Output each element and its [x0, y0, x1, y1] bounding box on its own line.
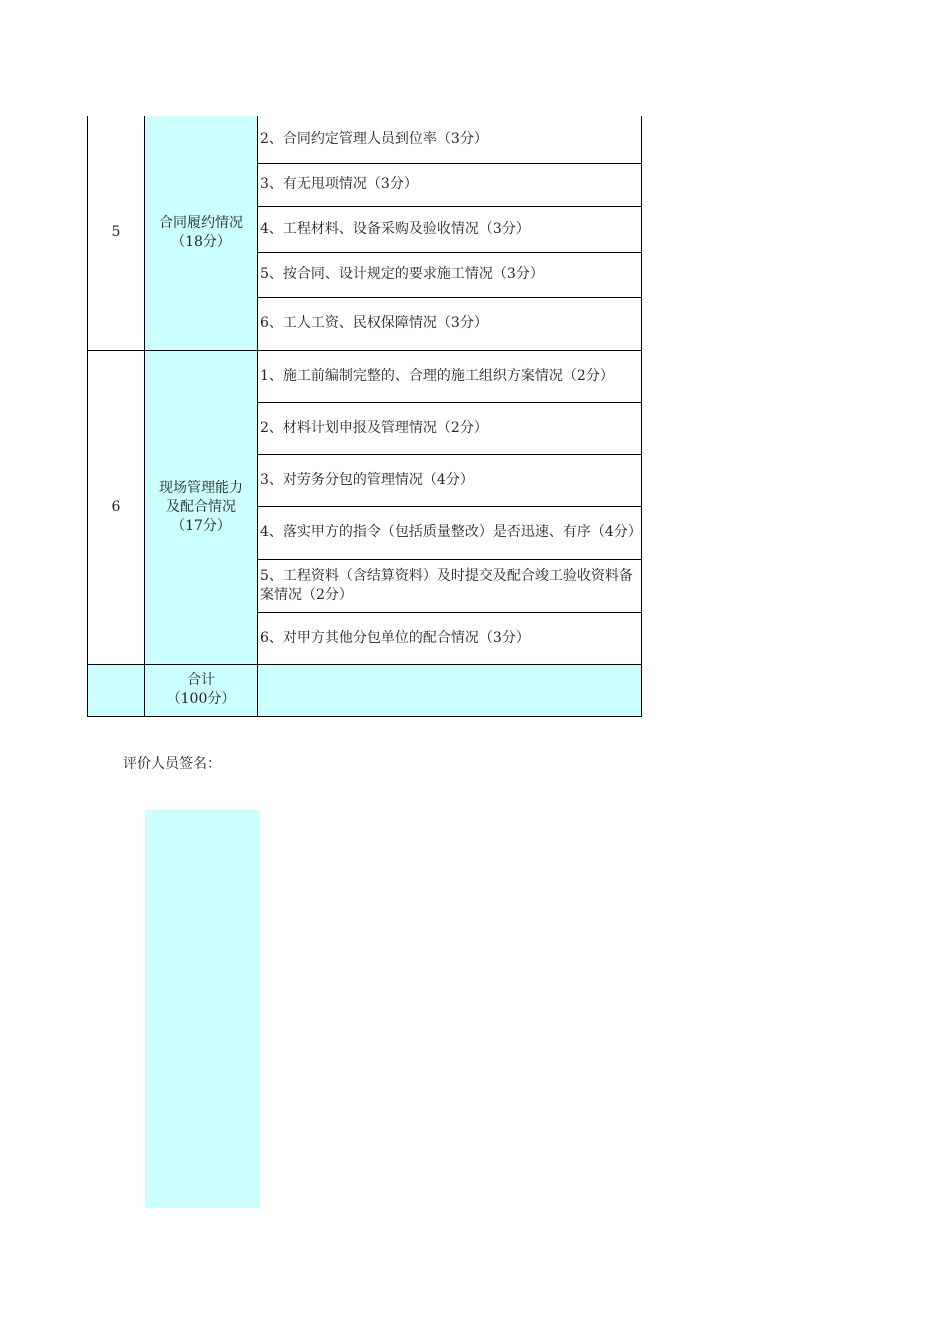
row-number-5: 5 — [88, 116, 145, 350]
criterion-item: 3、对劳务分包的管理情况（4分） — [258, 454, 642, 506]
criterion-item: 4、工程材料、设备采购及验收情况（3分） — [258, 206, 642, 252]
total-number-cell — [88, 664, 145, 716]
criterion-item: 6、对甲方其他分包单位的配合情况（3分） — [258, 612, 642, 664]
criterion-item: 4、落实甲方的指令（包括质量整改）是否迅速、有序（4分） — [258, 506, 642, 559]
category-contract-performance — [145, 116, 258, 350]
criterion-item: 1、施工前编制完整的、合理的施工组织方案情况（2分） — [258, 350, 642, 402]
total-label: 合计 — [187, 672, 215, 688]
category-label: 现场管理能力 — [159, 479, 243, 496]
signature-label: 评价人员签名： — [123, 756, 221, 772]
criterion-item: 2、合同约定管理人员到位率（3分） — [258, 116, 642, 163]
highlighted-column-block — [145, 810, 260, 1208]
category-score: （18分） — [171, 233, 231, 250]
total-row — [88, 664, 642, 716]
total-value-cell[interactable] — [258, 664, 642, 716]
criterion-item: 2、材料计划申报及管理情况（2分） — [258, 402, 642, 454]
category-label-continued: 及配合情况 — [166, 498, 236, 515]
category-label: 合同履约情况 — [159, 214, 243, 231]
criterion-item: 6、工人工资、民权保障情况（3分） — [258, 297, 642, 350]
evaluation-table — [87, 116, 642, 717]
criterion-item: 3、有无甩项情况（3分） — [258, 163, 642, 206]
row-number-6: 6 — [88, 350, 145, 664]
category-score: （17分） — [171, 517, 231, 534]
evaluation-table-section — [87, 116, 642, 717]
table-row — [88, 350, 642, 402]
criterion-item: 5、工程资料（含结算资料）及时提交及配合竣工验收资料备案情况（2分） — [258, 559, 642, 612]
criterion-item: 5、按合同、设计规定的要求施工情况（3分） — [258, 252, 642, 297]
total-score: （100分） — [166, 691, 236, 707]
table-row — [88, 116, 642, 163]
total-label-cell — [145, 664, 258, 716]
category-site-management — [145, 350, 258, 664]
